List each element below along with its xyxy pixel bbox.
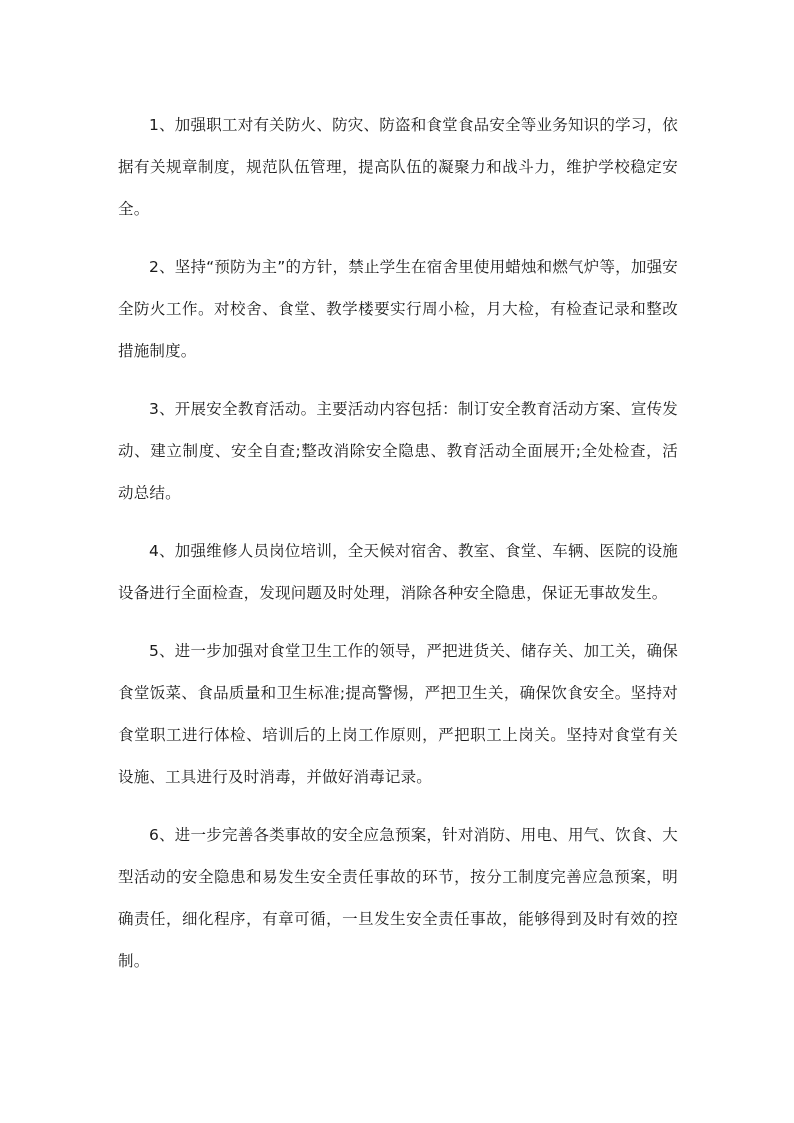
paragraph-3: 3、开展安全教育活动。主要活动内容包括：制订安全教育活动方案、宣传发动、建立制度、安全自查;整改消除安全隐患、教育活动全面展开;全处检查，活动总结。 xyxy=(118,400,678,502)
paragraph-6: 6、进一步完善各类事故的安全应急预案，针对消防、用电、用气、饮食、大型活动的安全隐患和易发生安全责任事故的环节，按分工制度完善应急预案，明确责任，细化程序，有章可循，一旦发生安全责任事故，能够得到及时有效的控制。 xyxy=(118,826,678,970)
document-body xyxy=(118,104,678,998)
paragraph-2: 2、坚持“预防为主”的方针，禁止学生在宿舍里使用蜡烛和燃气炉等，加强安全防火工作。对校舍、食堂、教学楼要实行周小检，月大检，有检查记录和整改措施制度。 xyxy=(118,258,678,360)
paragraph-5: 5、进一步加强对食堂卫生工作的领导，严把进货关、储存关、加工关，确保食堂饭菜、食品质量和卫生标准;提高警惕，严把卫生关，确保饮食安全。坚持对食堂职工进行体检、培训后的上岗工作原则，严把职工上岗关。坚持对食堂有关设施、工具进行及时消毒，并做好消毒记录。 xyxy=(118,642,678,786)
paragraph-1: 1、加强职工对有关防火、防灾、防盗和食堂食品安全等业务知识的学习，依据有关规章制度，规范队伍管理，提高队伍的凝聚力和战斗力，维护学校稳定安全。 xyxy=(118,116,678,218)
paragraph-4: 4、加强维修人员岗位培训，全天候对宿舍、教室、食堂、车辆、医院的设施设备进行全面检查，发现问题及时处理，消除各种安全隐患，保证无事故发生。 xyxy=(118,542,678,602)
